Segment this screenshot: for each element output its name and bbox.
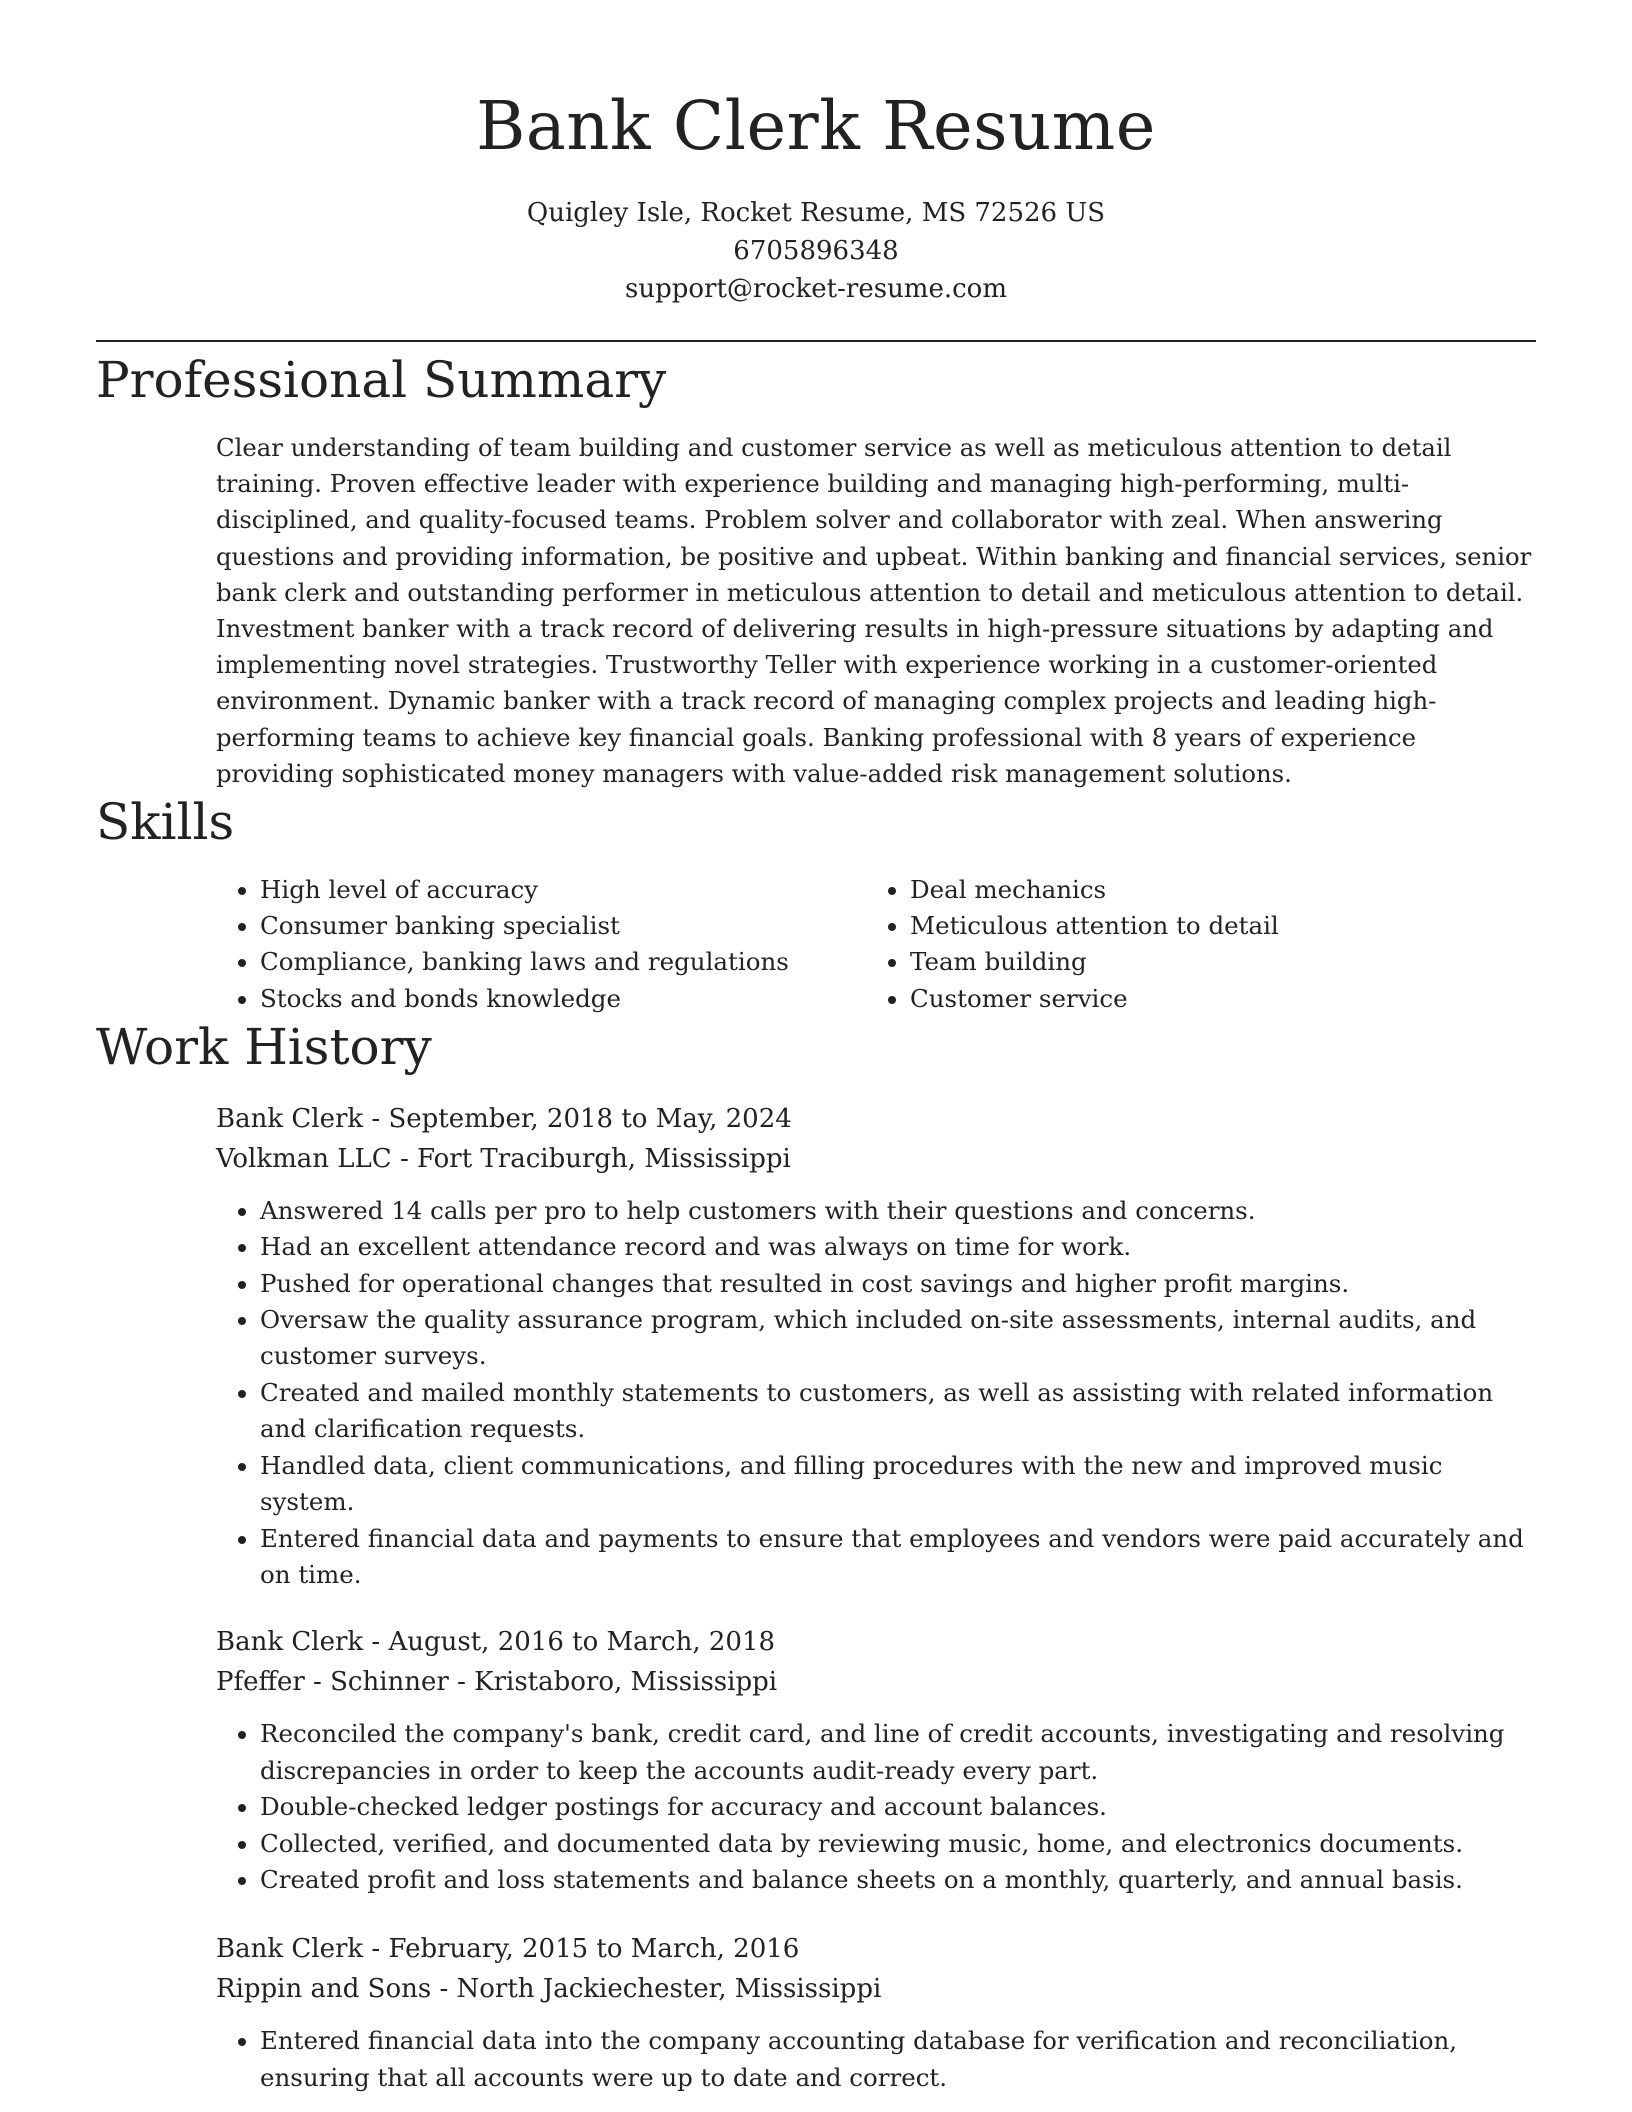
skills-column-2 bbox=[866, 872, 1510, 1017]
job-duties bbox=[216, 2023, 1536, 2096]
job-duty: • Created profit and loss statements and balance sheets on a monthly, quarterly, and annual basis. bbox=[260, 1862, 1536, 1898]
job-role-dates: Bank Clerk - August, 2016 to March, 2018 bbox=[216, 1627, 776, 1658]
contact-block bbox=[96, 194, 1536, 308]
address: Quigley Isle, Rocket Resume, MS 72526 US bbox=[526, 198, 1106, 228]
job-duty: • Answered 14 calls per pro to help customers with their questions and concerns. bbox=[260, 1193, 1536, 1229]
summary-heading: Professional Summary bbox=[96, 351, 667, 409]
job-duties bbox=[216, 1716, 1536, 1898]
job-duty: • Had an excellent attendance record and was always on time for work. bbox=[260, 1229, 1536, 1265]
job-company-location: Rippin and Sons - North Jackiechester, Mississippi bbox=[216, 1974, 882, 2005]
skill-item: • Customer service bbox=[910, 981, 1510, 1017]
skill-item: • Consumer banking specialist bbox=[260, 908, 866, 944]
job-entry bbox=[216, 1622, 1536, 1898]
job-header bbox=[216, 1622, 1536, 1702]
job-duty: • Pushed for operational changes that resulted in cost savings and higher profit margins. bbox=[260, 1266, 1536, 1302]
work-history-heading: Work History bbox=[96, 1017, 432, 1076]
job-entry bbox=[216, 1929, 1536, 2096]
header-divider bbox=[96, 340, 1536, 342]
job-duty: • Entered financial data and payments to ensure that employees and vendors were paid accurately and on time. bbox=[260, 1521, 1536, 1594]
skill-item: • Deal mechanics bbox=[910, 872, 1510, 908]
job-duty: • Oversaw the quality assurance program, which included on-site assessments, internal audits, and customer surveys. bbox=[260, 1302, 1536, 1375]
job-company-location: Pfeffer - Schinner - Kristaboro, Mississippi bbox=[216, 1667, 778, 1698]
resume-page bbox=[96, 0, 1536, 2096]
job-duty: • Entered financial data into the company accounting database for verification and reconciliation, ensuring that all accounts were up to date and correct. bbox=[260, 2023, 1536, 2096]
job-company-location: Volkman LLC - Fort Traciburgh, Mississippi bbox=[216, 1143, 791, 1174]
skill-item: • Compliance, banking laws and regulations bbox=[260, 944, 866, 980]
skill-item: • Team building bbox=[910, 944, 1510, 980]
job-duty: • Collected, verified, and documented data by reviewing music, home, and electronics documents. bbox=[260, 1826, 1536, 1862]
resume-header bbox=[96, 0, 1536, 308]
job-duty: • Created and mailed monthly statements to customers, as well as assisting with related information and clarification requests. bbox=[260, 1375, 1536, 1448]
email: support@rocket-resume.com bbox=[624, 274, 1007, 304]
job-duty: • Handled data, client communications, and filling procedures with the new and improved music system. bbox=[260, 1448, 1536, 1521]
job-header bbox=[216, 1929, 1536, 2009]
resume-title: Bank Clerk Resume bbox=[476, 87, 1156, 165]
skills-column-1 bbox=[216, 872, 866, 1017]
skill-item: • Stocks and bonds knowledge bbox=[260, 981, 866, 1017]
job-header bbox=[216, 1099, 1536, 1179]
job-role-dates: Bank Clerk - September, 2018 to May, 2024 bbox=[216, 1103, 792, 1134]
job-duty: • Reconciled the company's bank, credit card, and line of credit accounts, investigating and resolving discrepancies in order to keep the accounts audit-ready every part. bbox=[260, 1716, 1536, 1789]
skill-item: • Meticulous attention to detail bbox=[910, 908, 1510, 944]
job-duty: • Double-checked ledger postings for accuracy and account balances. bbox=[260, 1789, 1536, 1825]
job-entry bbox=[216, 1099, 1536, 1593]
job-duties bbox=[216, 1193, 1536, 1593]
phone: 6705896348 bbox=[733, 236, 899, 266]
job-role-dates: Bank Clerk - February, 2015 to March, 2016 bbox=[216, 1934, 800, 1965]
summary-text: Clear understanding of team building and customer service as well as meticulous attention to detail training. Proven effective leader with experience building and managing high-performing, multi-disciplined, and quality-focused teams. Problem solver and collaborator with zeal. When answering questions and providing information, be positive and upbeat. Within banking and financial services, senior bank clerk and outstanding performer in meticulous attention to detail and meticulous attention to detail. Investment banker with a track record of delivering results in high-pressure situations by adapting and implementing novel strategies. Trustworthy Teller with experience working in a customer-oriented environment. Dynamic banker with a track record of managing complex projects and leading high-performing teams to achieve key financial goals. Banking professional with 8 years of experience providing sophisticated money managers with value-added risk management solutions. bbox=[216, 433, 1532, 788]
skills-heading: Skills bbox=[96, 793, 235, 852]
skill-item: • High level of accuracy bbox=[260, 872, 866, 908]
skills-list bbox=[216, 872, 1536, 1017]
